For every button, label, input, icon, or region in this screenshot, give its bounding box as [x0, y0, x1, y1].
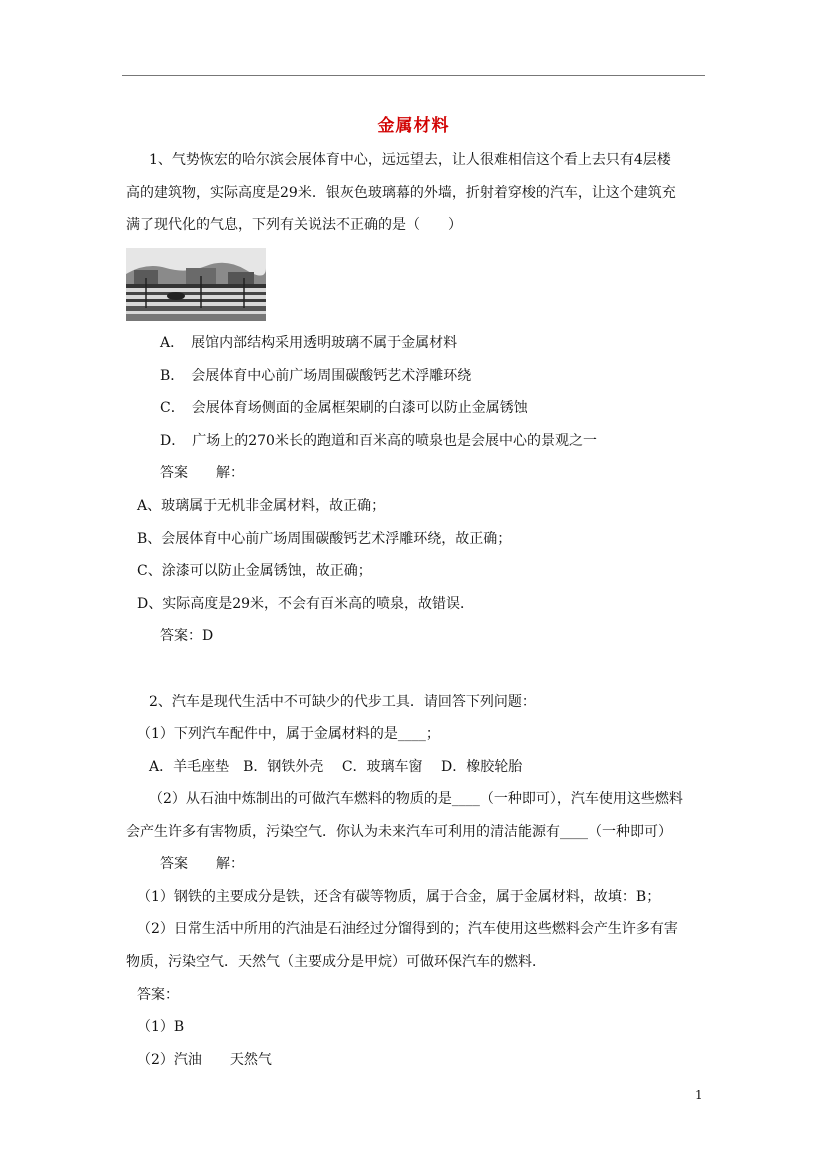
q1-option-b: B． 会展体育中心前广场周围碳酸钙艺术浮雕环绕 — [160, 368, 472, 384]
q2-answer-label: 答案： — [137, 987, 179, 1003]
q2-explanation-3: 物质，污染空气．天然气（主要成分是甲烷）可做环保汽车的燃料． — [126, 954, 546, 970]
q1-explanation-a: A、玻璃属于无机非金属材料，故正确； — [137, 498, 386, 514]
q1-explanation-c: C、涂漆可以防止金属锈蚀，故正确； — [137, 563, 372, 579]
q1-stem-line-1: 1、气势恢宏的哈尔滨会展体育中心，远远望去，让人很难相信这个看上去只有4层楼 — [149, 152, 671, 168]
q1-stem-line-3: 满了现代化的气息，下列有关说法不正确的是（ ） — [126, 217, 462, 233]
q2-answer-heading: 答案 解： — [160, 856, 244, 872]
q2-answer-1: （1）B — [137, 1019, 185, 1035]
q2-sub1: （1）下列汽车配件中，属于金属材料的是____； — [137, 726, 440, 742]
q1-option-d: D． 广场上的270米长的跑道和百米高的喷泉也是会展中心的景观之一 — [160, 433, 597, 449]
q2-stem: 2、汽车是现代生活中不可缺少的代步工具．请回答下列问题： — [149, 694, 536, 710]
q2-sub2-line-2: 会产生许多有害物质，污染空气．你认为未来汽车可利用的清洁能源有____（一种即可） — [126, 824, 672, 840]
q1-stem-line-2: 高的建筑物，实际高度是29米．银灰色玻璃幕的外墙，折射着穿梭的汽车，让这个建筑充 — [126, 185, 676, 201]
page-number: 1 — [695, 1088, 703, 1102]
q1-explanation-b: B、会展体育中心前广场周围碳酸钙艺术浮雕环绕，故正确； — [137, 531, 512, 547]
q1-answer: 答案：D — [160, 628, 214, 644]
q2-explanation-1: （1）钢铁的主要成分是铁，还含有碳等物质，属于合金，属于金属材料，故填：B； — [137, 889, 661, 905]
page-title: 金属材料 — [377, 116, 450, 136]
q1-option-c: C． 会展体育场侧面的金属框架刷的白漆可以防止金属锈蚀 — [160, 400, 528, 416]
header-rule — [122, 75, 705, 76]
q2-answer-2: （2）汽油 天然气 — [137, 1052, 272, 1068]
q2-sub2-line-1: （2）从石油中炼制出的可做汽车燃料的物质的是____（一种即可），汽车使用这些燃料 — [149, 791, 683, 807]
q1-answer-heading: 答案 解： — [160, 465, 244, 481]
q2-explanation-2: （2）日常生活中所用的汽油是石油经过分馏得到的；汽车使用这些燃料会产生许多有害 — [137, 921, 678, 937]
q1-explanation-d: D、实际高度是29米，不会有百米高的喷泉，故错误． — [137, 596, 475, 612]
q2-sub1-options: A．羊毛座垫 B．钢铁外壳 C．玻璃车窗 D．橡胶轮胎 — [149, 759, 523, 775]
stadium-photo — [126, 248, 266, 321]
q1-option-a: A． 展馆内部结构采用透明玻璃不属于金属材料 — [160, 335, 458, 351]
